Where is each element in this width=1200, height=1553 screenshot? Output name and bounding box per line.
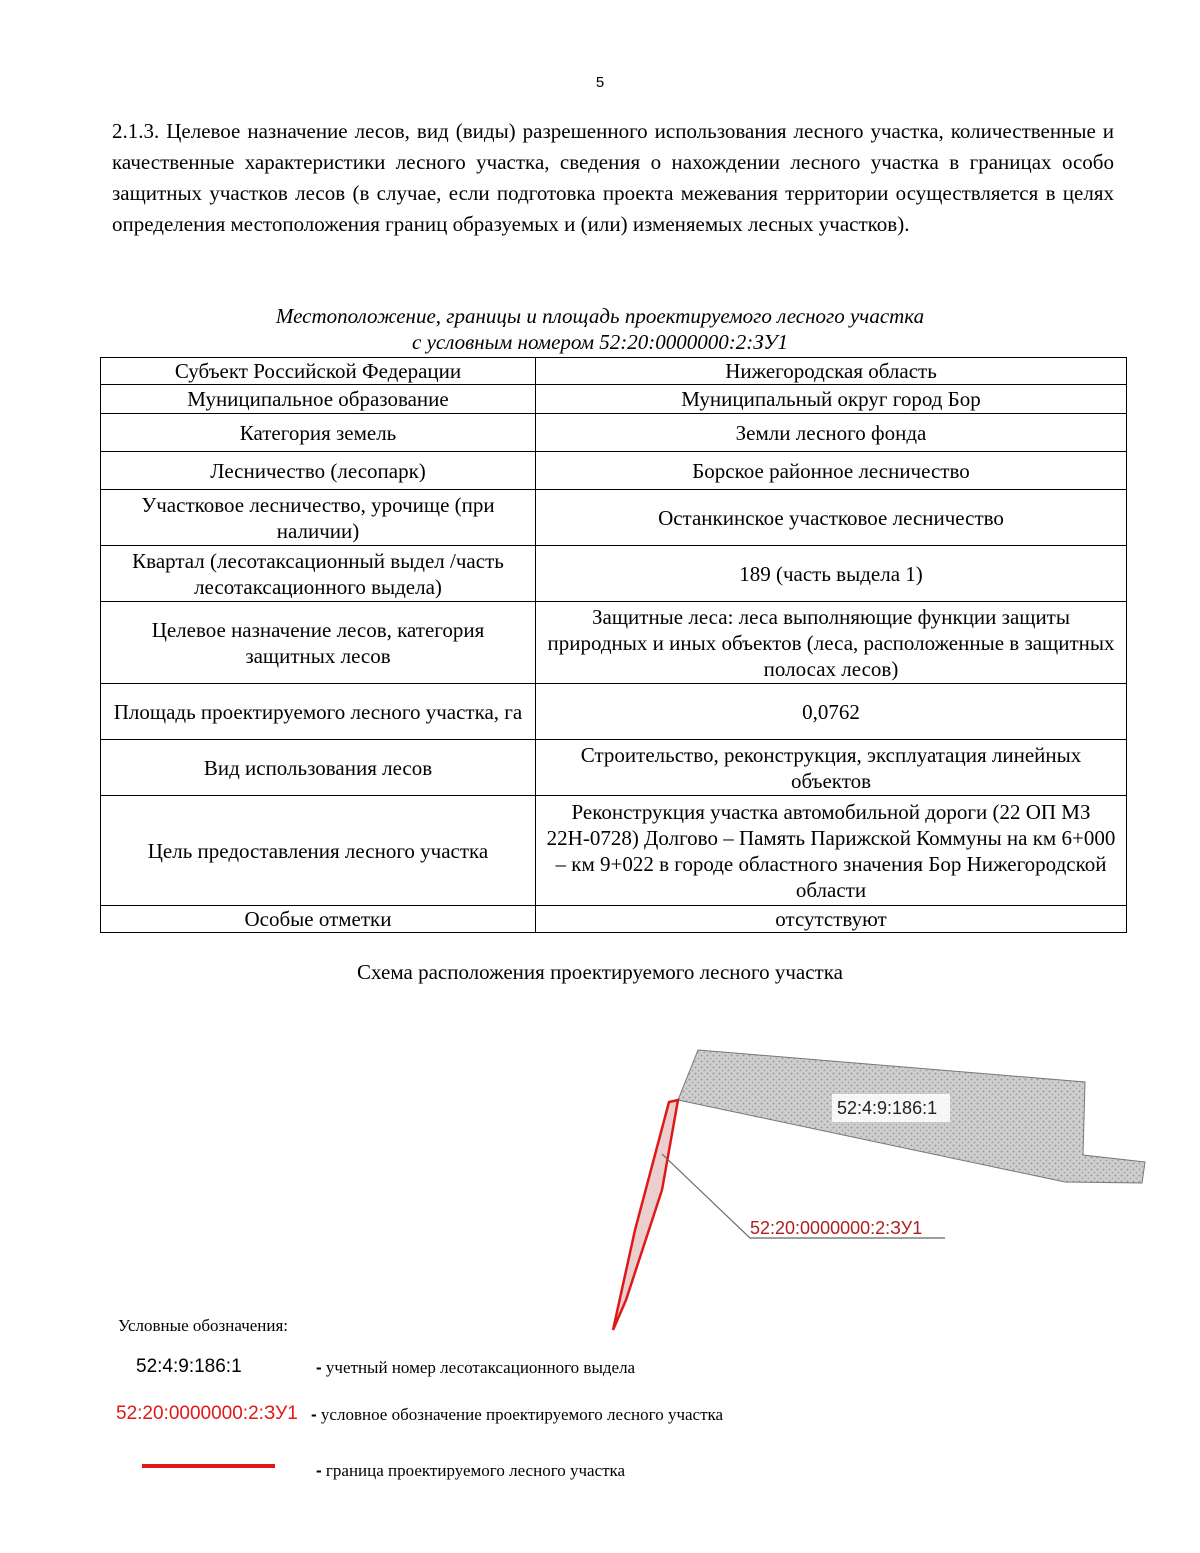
table-row <box>101 684 1127 740</box>
plot-info-table <box>100 357 1127 933</box>
legend-boundary-text: - граница проектируемого лесного участка <box>316 1461 626 1480</box>
row-key: Лесничество (лесопарк) <box>101 452 536 490</box>
row-key: Цель предоставления лесного участка <box>101 796 536 906</box>
table-row <box>101 602 1127 684</box>
row-value: Муниципальный округ город Бор <box>536 385 1127 414</box>
caption-line-2: с условным номером 52:20:0000000:2:ЗУ1 <box>412 330 788 354</box>
row-value: 189 (часть выдела 1) <box>536 546 1127 602</box>
page-number: 5 <box>595 74 605 91</box>
row-key: Квартал (лесотаксационный выдел /часть лесотаксационного выдела) <box>101 546 536 602</box>
row-value: Борское районное лесничество <box>536 452 1127 490</box>
legend-title: Условные обозначения: <box>118 1316 289 1335</box>
row-value: Земли лесного фонда <box>536 414 1127 452</box>
table-row <box>101 906 1127 933</box>
legend-plot-code: 52:20:0000000:2:ЗУ1 <box>116 1403 298 1424</box>
legend-boundary-line <box>142 1464 275 1468</box>
row-value: Реконструкция участка автомобильной дороги (22 ОП МЗ 22Н-0728) Долгово – Память Парижской Коммуны на км 6+000 – км 9+022 в городе областного значения Бор Нижегородской области <box>536 796 1127 906</box>
plot-label: 52:20:0000000:2:ЗУ1 <box>750 1218 923 1238</box>
caption-line-1: Местоположение, границы и площадь проектируемого лесного участка <box>275 304 925 328</box>
intro-paragraph: 2.1.3. Целевое назначение лесов, вид (виды) разрешенного использования лесного участка, количественные и качественные характеристики лесного участка, сведения о нахождении лесного участка в границах особо защитных участков лесов (в случае, если подготовка проекта межевания территории осуществляется в целях определения местоположения границ образуемых и (или) изменяемых лесных участков). <box>112 119 1114 236</box>
legend-parcel-code: 52:4:9:186:1 <box>136 1356 242 1377</box>
table-row <box>101 740 1127 796</box>
row-key: Вид использования лесов <box>101 740 536 796</box>
row-value: отсутствуют <box>536 906 1127 933</box>
legend-plot-text: - условное обозначение проектируемого лесного участка <box>311 1405 724 1424</box>
table-row <box>101 490 1127 546</box>
row-key: Целевое назначение лесов, категория защитных лесов <box>101 602 536 684</box>
row-value: 0,0762 <box>536 684 1127 740</box>
parcel-label: 52:4:9:186:1 <box>837 1098 938 1118</box>
legend-parcel-text: - учетный номер лесотаксационного выдела <box>316 1358 636 1377</box>
row-key: Участковое лесничество, урочище (при наличии) <box>101 490 536 546</box>
table-row <box>101 385 1127 414</box>
scheme-title: Схема расположения проектируемого лесного участка <box>357 960 843 984</box>
row-value: Защитные леса: леса выполняющие функции защиты природных и иных объектов (леса, расположенные в защитных полосах лесов) <box>536 602 1127 684</box>
row-key: Субъект Российской Федерации <box>101 358 536 385</box>
row-key: Особые отметки <box>101 906 536 933</box>
table-row <box>101 452 1127 490</box>
row-key: Муниципальное образование <box>101 385 536 414</box>
table-row <box>101 358 1127 385</box>
row-key: Площадь проектируемого лесного участка, га <box>101 684 536 740</box>
row-key: Категория земель <box>101 414 536 452</box>
row-value: Строительство, реконструкция, эксплуатация линейных объектов <box>536 740 1127 796</box>
projected-plot-boundary <box>613 1100 678 1330</box>
location-scheme-map <box>580 1030 1160 1340</box>
row-value: Останкинское участковое лесничество <box>536 490 1127 546</box>
row-value: Нижегородская область <box>536 358 1127 385</box>
table-row <box>101 414 1127 452</box>
table-row <box>101 796 1127 906</box>
table-row <box>101 546 1127 602</box>
table-caption <box>0 303 1200 355</box>
